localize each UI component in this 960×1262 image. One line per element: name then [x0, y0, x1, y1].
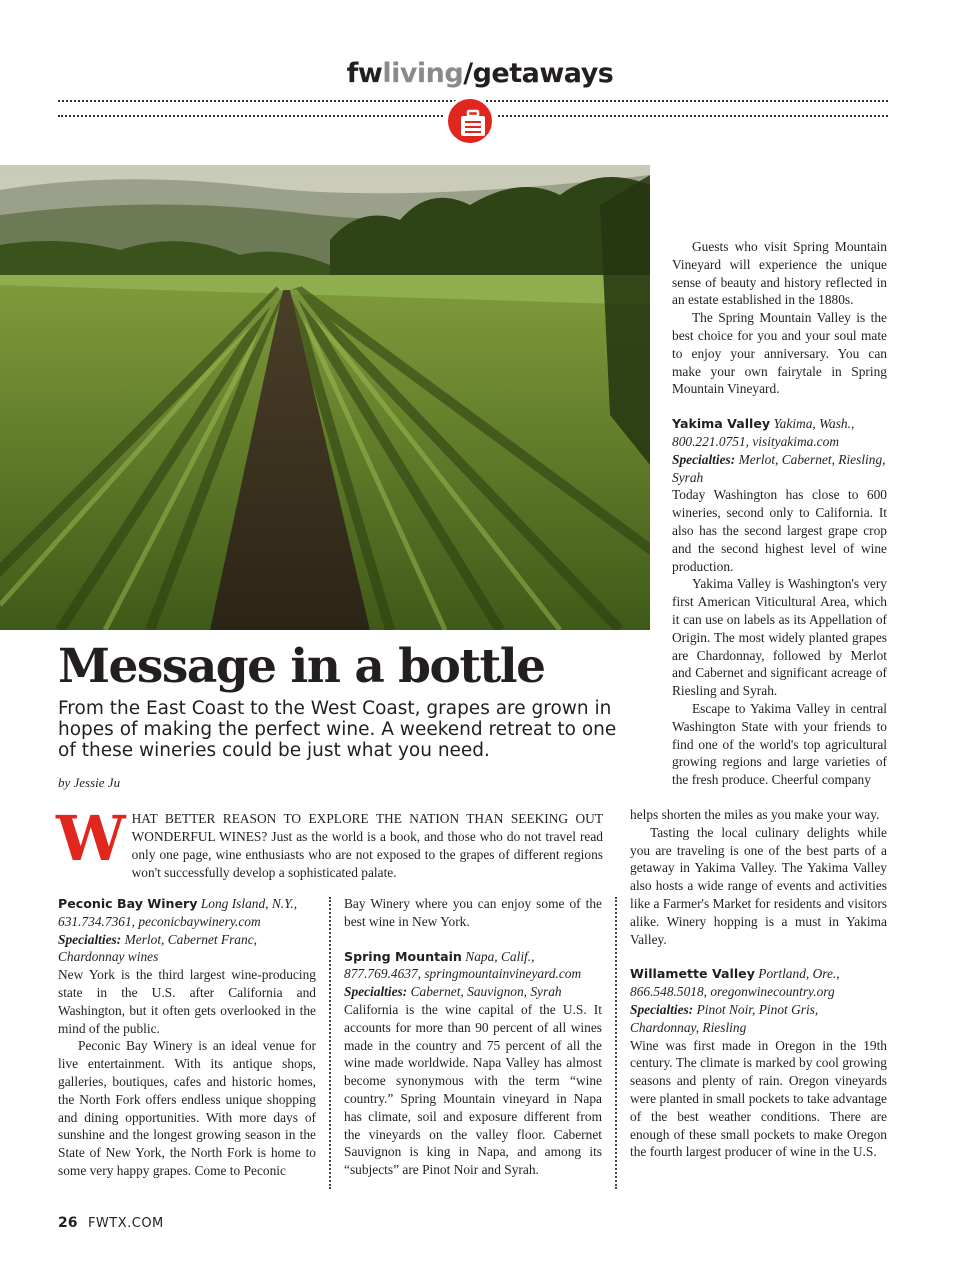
paragraph: California is the wine capital of the U.S. It accounts for more than 90 percent of all wines made in the country and 75 percent of all the wine made worldwide. Napa Valley has almost become synonymous with the term “wine country.” Spring Mountain vineyard in Napa has climate, soil and exposure different from the vineyards on the valley floor. Cabernet Sauvignon is king in Napa, and among its “subjects” are Pinot Noir and Syrah. [344, 1001, 602, 1178]
article-intro: WHAT BETTER REASON TO EXPLORE THE NATION THAN SEEKING OUT WONDERFUL WINES? Just as the world is a book, and those who do not travel read only one page, wine enthusiasts who are not exposed to the grapes of different regions won't successfully develop a sophisticated palate. [56, 802, 603, 880]
drop-cap: W [56, 802, 126, 875]
column-1 [58, 895, 316, 1180]
section-header [0, 58, 960, 148]
dotted-rule-left [58, 115, 443, 117]
column-divider [615, 897, 617, 1189]
paragraph: Wine was first made in Oregon in the 19th century. The climate is marked by cool growing seasons and plenty of rain. Oregon vineyards were planted in small pockets to take advantage of the best weather conditions. There are enough of these small pockets to make Oregon the fourth largest producer of wine in the U.S. [630, 1037, 887, 1160]
paragraph: helps shorten the miles as you make your way. [630, 807, 880, 822]
article-headline: Message in a bottle [58, 639, 545, 694]
paragraph: Tasting the local culinary delights while you are traveling is one of the best parts of a getaway in Yakima Valley. The Yakima Valley also hosts a wide range of events and activities like a Farmer's Market for residents and visitors alike. Winery hopping is a must in Yakima Valley. [630, 824, 887, 947]
column-3 [672, 238, 887, 789]
section-title: fwliving/getaways [346, 58, 614, 89]
paragraph: Today Washington has close to 600 wineries, second only to California. It also has the second largest grape crop and the second highest level of wine production. [672, 487, 887, 574]
paragraph: Yakima Valley is Washington's very first American Viticultural Area, which it can use on labels as its Appellation of Origin. The most widely planted grapes are Chardonnay, followed by Merlot and Cabernet and significant acreage of Riesling and Syrah. [672, 576, 887, 699]
winery-heading: Willamette Valley Portland, Ore., 866.548.5018, oregonwinecountry.org Specialties: Pinot Noir, Pinot Gris, Chardonnay, Riesling [630, 966, 840, 1035]
column-divider [329, 897, 331, 1189]
paragraph: Escape to Yakima Valley in central Washington State with your friends to find one of the world's top agricultural growing regions and large varieties of the fresh produce. Cheerful company [672, 700, 887, 788]
paragraph: New York is the third largest wine-producing state in the U.S. after California and Washington, but it often gets overlooked in the mind of the public. [58, 967, 316, 1036]
paragraph: Peconic Bay Winery is an ideal venue for live entertainment. With its antique shops, galleries, boutiques, cafes and historic homes, the North Fork offers endless unique shopping and dining opportunities. With more days of sunshine and the longest growing season in the State of New York, the North Fork is home to some very happy grapes. Come to Peconic [58, 1038, 316, 1178]
page-folio [58, 1215, 164, 1231]
column-2 [344, 895, 602, 1179]
byline: by Jessie Ju [58, 775, 121, 790]
article-dek: From the East Coast to the West Coast, grapes are grown in hopes of making the perfect wine. A weekend retreat to one of these wineries could be just what you need. [58, 698, 617, 761]
winery-heading: Spring Mountain Napa, Calif., 877.769.4637, springmountainvineyard.com Specialties: Cabernet, Sauvignon, Syrah [344, 948, 582, 1000]
suitcase-icon [445, 96, 495, 146]
vineyard-photo [0, 165, 650, 630]
site-name: FWTX.COM [87, 1216, 164, 1231]
column-3-continued [630, 806, 887, 1161]
paragraph: The Spring Mountain Valley is the best choice for you and your soul mate to enjoy your anniversary. You can make your own fairytale in Spring Mountain Vineyard. [672, 310, 887, 397]
winery-heading: Peconic Bay Winery Long Island, N.Y., 631.734.7361, peconicbaywinery.com Specialties: Merlot, Cabernet Franc, Chardonnay wines [58, 896, 298, 965]
dotted-rule-right [498, 115, 888, 117]
page-number: 26 [58, 1215, 78, 1231]
winery-heading: Yakima Valley Yakima, Wash., 800.221.0751, visityakima.com Specialties: Merlot, Cabernet, Riesling, Syrah [672, 416, 886, 485]
paragraph: Bay Winery where you can enjoy some of the best wine in New York. [344, 896, 602, 929]
paragraph: Guests who visit Spring Mountain Vineyard will experience the unique sense of beauty and history reflected in an estate established in the 1880s. [672, 239, 887, 308]
